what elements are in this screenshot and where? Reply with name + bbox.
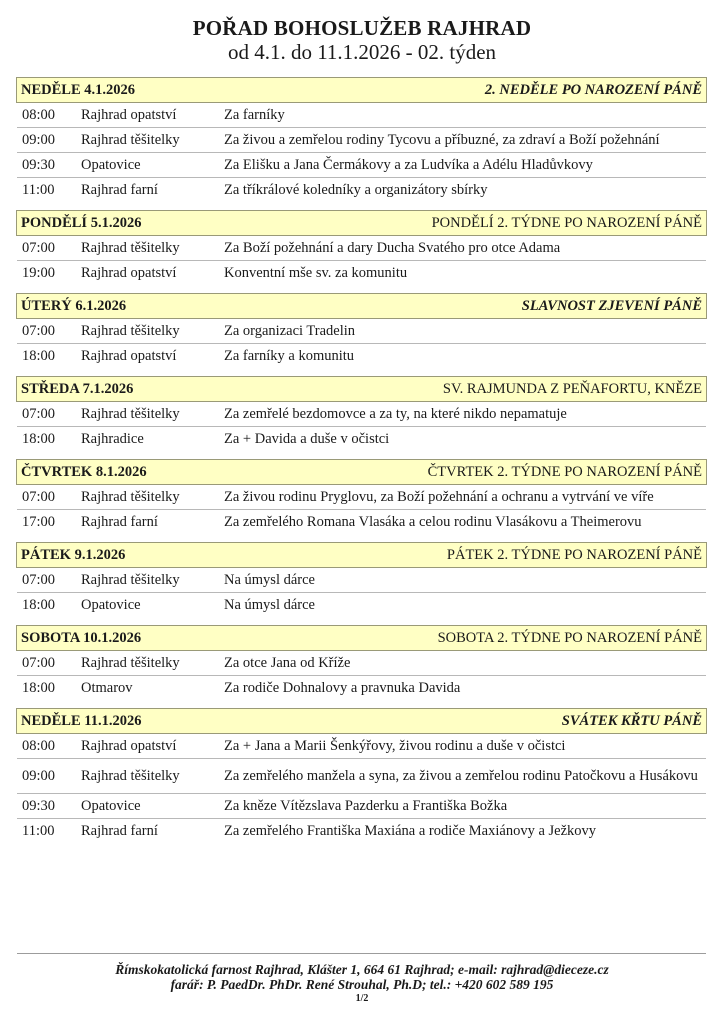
day-section xyxy=(17,459,706,534)
service-row xyxy=(17,734,706,758)
page-title: POŘAD BOHOSLUŽEB RAJHRAD xyxy=(192,16,532,40)
day-date: ÚTERÝ 6.1.2026 xyxy=(21,297,127,314)
service-row xyxy=(17,260,706,285)
service-intention: Za farníky xyxy=(224,107,285,123)
day-section xyxy=(17,376,706,451)
liturgical-day: 2. NEDĚLE PO NAROZENÍ PÁNĚ xyxy=(484,81,702,98)
service-time: 18:00 xyxy=(22,347,56,364)
service-place: Rajhradice xyxy=(81,430,144,447)
service-time: 07:00 xyxy=(22,571,56,588)
service-intention: Za Boží požehnání a dary Ducha Svatého pro otce Adama xyxy=(224,240,561,256)
service-intention: Za zemřelého Františka Maxiána a rodiče Maxiánovy a Ježkovy xyxy=(224,823,597,839)
day-header xyxy=(16,293,707,319)
service-intention: Za + Jana a Marii Šenkýřovy, živou rodinu a duše v očistci xyxy=(224,738,566,754)
service-row xyxy=(17,236,706,260)
liturgical-day: SV. RAJMUNDA Z PEŇAFORTU, KNĚZE xyxy=(442,380,702,397)
day-date: ČTVRTEK 8.1.2026 xyxy=(21,463,147,480)
service-intention: Za otce Jana od Kříže xyxy=(224,655,351,671)
service-row xyxy=(17,103,706,127)
day-date: NEDĚLE 4.1.2026 xyxy=(21,81,136,98)
service-time: 07:00 xyxy=(22,239,56,256)
service-time: 09:00 xyxy=(22,767,56,784)
day-header xyxy=(16,210,707,236)
day-header xyxy=(16,376,707,402)
service-place: Opatovice xyxy=(81,797,141,814)
service-place: Rajhrad farní xyxy=(81,513,158,530)
service-place: Opatovice xyxy=(81,596,141,613)
service-intention: Za živou a zemřelou rodiny Tycovu a příbuzné, za zdraví a Boží požehnání xyxy=(224,132,660,148)
footer-contact: farář: P. PaedDr. PhDr. René Strouhal, Ph.D; tel.: +420 602 589 195 xyxy=(170,977,554,992)
service-intention: Za organizaci Tradelin xyxy=(224,323,356,339)
day-header xyxy=(16,542,707,568)
service-intention: Za živou rodinu Pryglovu, za Boží požehnání a ochranu a vytrvání ve víře xyxy=(224,489,654,505)
service-intention: Za rodiče Dohnalovy a pravnuka Davida xyxy=(224,680,461,696)
service-place: Opatovice xyxy=(81,156,141,173)
day-section xyxy=(17,542,706,617)
service-time: 18:00 xyxy=(22,596,56,613)
schedule xyxy=(17,77,706,851)
page-subtitle: od 4.1. do 11.1.2026 - 02. týden xyxy=(227,40,497,64)
page-number: 1/2 xyxy=(355,993,369,1004)
service-time: 11:00 xyxy=(22,181,55,198)
service-intention: Za zemřelé bezdomovce a za ty, na které nikdo nepamatuje xyxy=(224,406,567,422)
service-place: Otmarov xyxy=(81,679,133,696)
service-row xyxy=(17,402,706,426)
service-row xyxy=(17,426,706,451)
day-date: PONDĚLÍ 5.1.2026 xyxy=(21,214,142,231)
service-row xyxy=(17,793,706,818)
service-intention: Konventní mše sv. za komunitu xyxy=(224,265,408,281)
service-time: 09:30 xyxy=(22,797,56,814)
service-place: Rajhrad opatství xyxy=(81,264,177,281)
service-place: Rajhrad těšitelky xyxy=(81,131,180,148)
day-section xyxy=(17,708,706,843)
footer-divider xyxy=(17,953,706,954)
service-time: 19:00 xyxy=(22,264,56,281)
service-time: 18:00 xyxy=(22,679,56,696)
service-intention: Za zemřelého manžela a syna, za živou a zemřelou rodinu Patočkovu a Husákovu xyxy=(224,768,698,784)
service-place: Rajhrad těšitelky xyxy=(81,571,180,588)
service-place: Rajhrad těšitelky xyxy=(81,322,180,339)
service-row xyxy=(17,592,706,617)
footer-address: Římskokatolická farnost Rajhrad, Klášter 1, 664 61 Rajhrad; e-mail: rajhrad@dieceze.cz xyxy=(115,962,609,977)
service-row xyxy=(17,651,706,675)
day-header xyxy=(16,77,707,103)
service-time: 17:00 xyxy=(22,513,56,530)
service-time: 07:00 xyxy=(22,322,56,339)
service-place: Rajhrad farní xyxy=(81,822,158,839)
service-time: 07:00 xyxy=(22,654,56,671)
service-time: 09:30 xyxy=(22,156,56,173)
day-section xyxy=(17,77,706,202)
service-row xyxy=(17,509,706,534)
day-header xyxy=(16,625,707,651)
footer xyxy=(0,962,724,1006)
service-row xyxy=(17,319,706,343)
service-place: Rajhrad opatství xyxy=(81,106,177,123)
service-intention: Za zemřelého Romana Vlasáka a celou rodinu Vlasákovu a Theimerovu xyxy=(224,514,642,530)
day-header xyxy=(16,708,707,734)
liturgical-day: PONDĚLÍ 2. TÝDNE PO NAROZENÍ PÁNĚ xyxy=(431,214,702,231)
service-intention: Za + Davida a duše v očistci xyxy=(224,431,390,447)
service-row xyxy=(17,485,706,509)
service-row xyxy=(17,127,706,152)
service-row xyxy=(17,152,706,177)
service-time: 08:00 xyxy=(22,737,56,754)
service-intention: Na úmysl dárce xyxy=(224,597,315,613)
service-place: Rajhrad farní xyxy=(81,181,158,198)
service-intention: Za farníky a komunitu xyxy=(224,348,355,364)
service-place: Rajhrad těšitelky xyxy=(81,488,180,505)
day-section xyxy=(17,625,706,700)
service-row xyxy=(17,758,706,793)
liturgical-day: PÁTEK 2. TÝDNE PO NAROZENÍ PÁNĚ xyxy=(446,546,702,563)
day-header xyxy=(16,459,707,485)
day-section xyxy=(17,293,706,368)
service-time: 18:00 xyxy=(22,430,56,447)
service-row xyxy=(17,568,706,592)
service-intention: Za tříkrálové koledníky a organizátory sbírky xyxy=(224,182,488,198)
service-intention: Na úmysl dárce xyxy=(224,572,315,588)
service-intention: Za kněze Vítězslava Pazderku a Františka Božka xyxy=(224,798,508,814)
service-time: 07:00 xyxy=(22,405,56,422)
service-place: Rajhrad těšitelky xyxy=(81,239,180,256)
service-time: 09:00 xyxy=(22,131,56,148)
service-place: Rajhrad těšitelky xyxy=(81,405,180,422)
day-date: SOBOTA 10.1.2026 xyxy=(21,629,142,646)
service-row xyxy=(17,177,706,202)
service-time: 07:00 xyxy=(22,488,56,505)
day-section xyxy=(17,210,706,285)
liturgical-day: ČTVRTEK 2. TÝDNE PO NAROZENÍ PÁNĚ xyxy=(427,463,702,480)
liturgical-day: SVÁTEK KŘTU PÁNĚ xyxy=(561,712,702,729)
liturgical-day: SOBOTA 2. TÝDNE PO NAROZENÍ PÁNĚ xyxy=(437,629,702,646)
service-place: Rajhrad opatství xyxy=(81,737,177,754)
service-place: Rajhrad těšitelky xyxy=(81,654,180,671)
day-date: NEDĚLE 11.1.2026 xyxy=(21,712,142,729)
service-row xyxy=(17,675,706,700)
service-intention: Za Elišku a Jana Čermákovy a za Ludvíka a Adélu Hladůvkovy xyxy=(224,157,593,173)
day-date: STŘEDA 7.1.2026 xyxy=(21,380,134,397)
service-time: 08:00 xyxy=(22,106,56,123)
service-row xyxy=(17,818,706,843)
service-time: 11:00 xyxy=(22,822,55,839)
service-place: Rajhrad těšitelky xyxy=(81,767,180,784)
liturgical-day: SLAVNOST ZJEVENÍ PÁNĚ xyxy=(521,297,702,314)
day-date: PÁTEK 9.1.2026 xyxy=(21,546,126,563)
service-row xyxy=(17,343,706,368)
service-place: Rajhrad opatství xyxy=(81,347,177,364)
